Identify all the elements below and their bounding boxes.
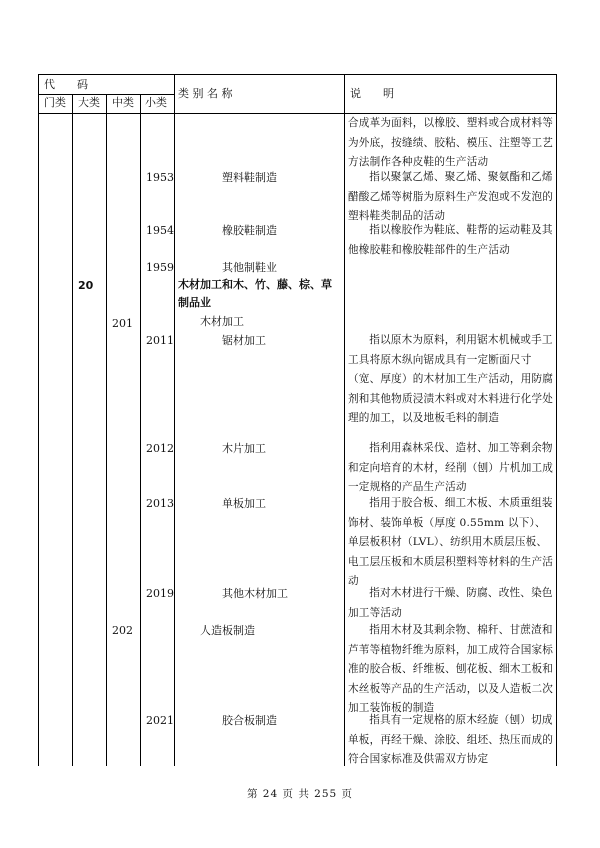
col-divider <box>106 94 107 766</box>
row-name: 人造板制造 <box>200 624 255 637</box>
header-dalei: 大类 <box>78 96 100 109</box>
row-desc: 合成革为面料，以橡胶、塑料或合成材料等为外底，按缝绩、胶粘、模压、注塑等工艺方法制作各种皮鞋的生产活动 <box>348 117 554 168</box>
header-explanation: 说 明 <box>350 87 394 100</box>
row-code: 1953 <box>146 171 174 184</box>
row-name: 锯材加工 <box>222 334 266 347</box>
row-code: 2021 <box>146 714 174 727</box>
row-desc: 指以聚氯乙烯、聚乙烯、聚氨酯和乙烯醋酸乙烯等树脂为原料生产发泡或不发泡的塑料鞋类制品的活动 <box>348 171 554 222</box>
table-border-left <box>38 74 39 766</box>
row-code: 2019 <box>146 587 174 600</box>
row-name: 木材加工和木、竹、藤、棕、草制品业 <box>178 278 332 309</box>
row-desc: 指利用森林采伐、造材、加工等剩余物和定向培育的木材，经削（刨）片机加工成一定规格的产品生产活动 <box>348 442 554 493</box>
row-name: 胶合板制造 <box>222 714 277 727</box>
row-name: 木片加工 <box>222 442 266 455</box>
row-name: 橡胶鞋制造 <box>222 224 277 237</box>
row-name: 其他木材加工 <box>222 587 288 600</box>
row-desc: 指以原木为原料，利用锯木机械或手工工具将原木纵向锯成具有一定断面尺寸（宽、厚度）的木材加工生产活动，用防腐剂和其他物质浸渍木料或对木料进行化学处理的加工，以及地板毛料的制造 <box>348 334 554 424</box>
header-category-name: 类 别 名 称 <box>178 87 233 100</box>
col-divider <box>72 94 73 766</box>
row-name: 单板加工 <box>222 497 266 510</box>
row-code: 20 <box>78 279 94 292</box>
row-desc: 指对木材进行干燥、防腐、改性、染色加工等活动 <box>348 587 553 619</box>
row-name: 木材加工 <box>200 315 244 328</box>
col-divider <box>174 74 175 766</box>
header-zhonglei: 中类 <box>112 96 134 109</box>
header-menlei: 门类 <box>44 96 66 109</box>
row-code: 1959 <box>146 261 174 274</box>
row-name: 其他制鞋业 <box>222 261 277 274</box>
row-desc: 指具有一定规格的原木经旋（刨）切成单板，再经干燥、涂胶、组坯、热压而成的符合国家标准及供需双方协定 <box>348 714 554 765</box>
table-border-top <box>38 74 557 75</box>
row-code: 201 <box>112 317 133 330</box>
col-divider <box>344 74 345 766</box>
table-border-right <box>556 74 557 766</box>
row-code: 2012 <box>146 442 174 455</box>
row-desc: 指用于胶合板、细工木板、木质重组装饰材、装饰单板（厚度 0.55mm 以下）、单层板积材（LVL）、纺织用木质层压板、电工层压板和木质层积塑料等材料的生产活动 <box>348 497 554 587</box>
row-code: 202 <box>112 624 133 637</box>
page-footer: 第 24 页 共 255 页 <box>246 788 354 800</box>
row-desc: 指用木材及其剩余物、棉秆、甘蔗渣和芦苇等植物纤维为原料，加工成符合国家标准的胶合板、纤维板、刨花板、细木工板和木丝板等产品的生产活动，以及人造板二次加工装饰板的制造 <box>348 624 554 714</box>
header-code: 代 码 <box>44 78 88 91</box>
row-code: 1954 <box>146 224 174 237</box>
classification-table <box>38 74 557 766</box>
col-divider <box>140 94 141 766</box>
row-name: 塑料鞋制造 <box>222 171 277 184</box>
row-code: 2011 <box>146 334 174 347</box>
header-xiaolei: 小类 <box>145 96 167 109</box>
row-code: 2013 <box>146 497 174 510</box>
row-desc: 指以橡胶作为鞋底、鞋帮的运动鞋及其他橡胶鞋和橡胶鞋部件的生产活动 <box>348 224 553 256</box>
